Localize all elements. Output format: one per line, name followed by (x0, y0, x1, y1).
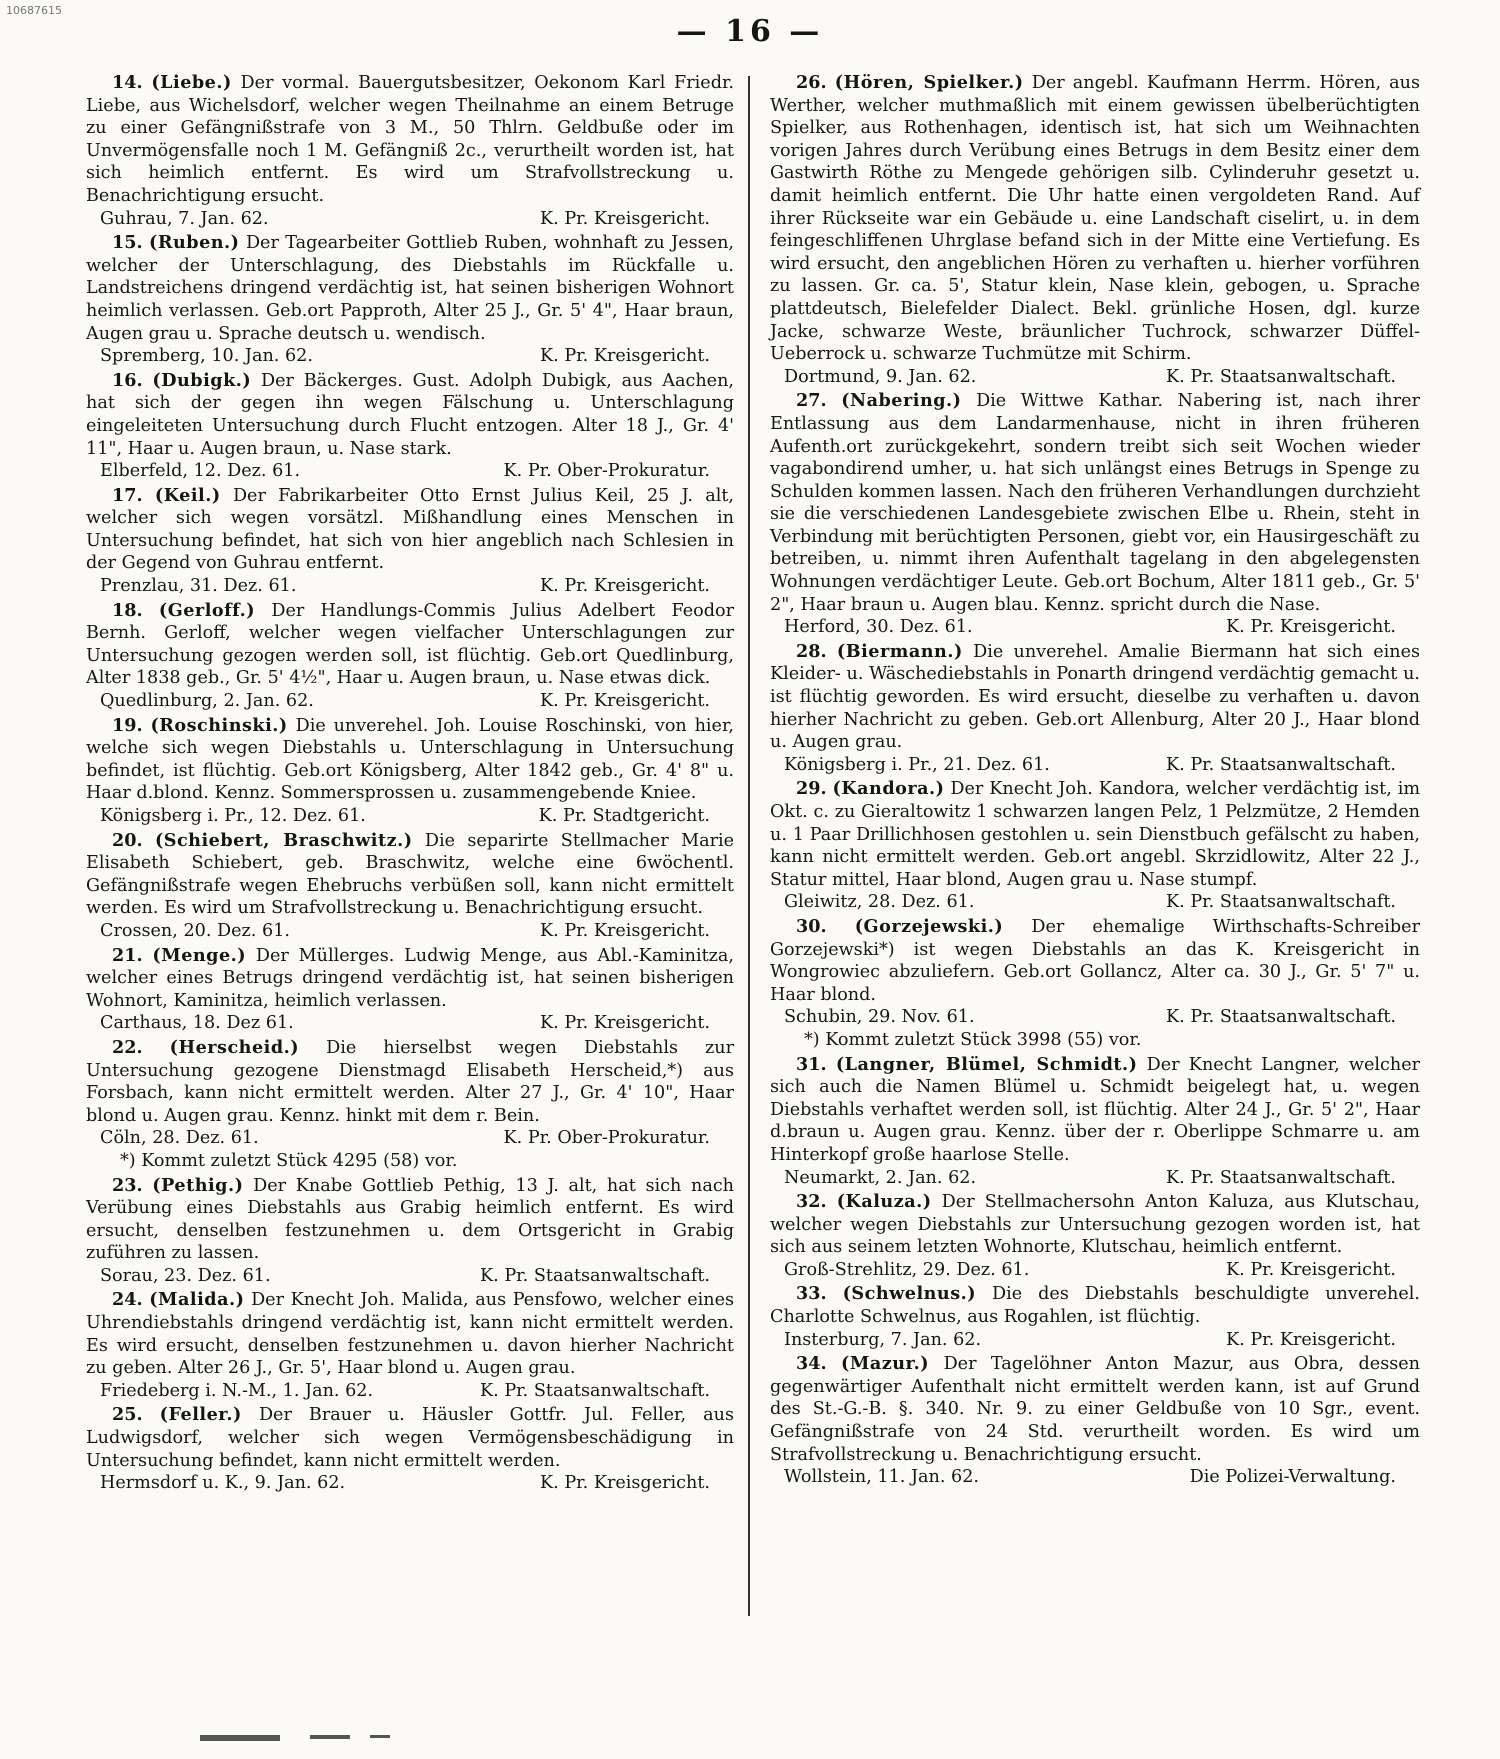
notice-place-date: Neumarkt, 2. Jan. 62. (784, 1167, 977, 1188)
notice-body (86, 1289, 734, 1379)
notice-text: Der angebl. Kaufmann Herrm. Hören, aus Werther, welcher muthmaßlich mit einem gewissen übelberüchtigten Spielker, aus Rothenhagen, identisch ist, hat sich um Weihnachten vorigen Jahres durch Verübung eines Betrugs in dem Besitz einer dem Gastwirth Röthe zu Mengede gehörigen silb. Cylinderuhr gesetzt u. damit heimlich entfernt. Die Uhr hatte einen vergoldeten Rand. Auf ihrer Rückseite war ein Gebäude u. eine Landschaft ciselirt, u. in dem feingeschliffenen Uhrglase befand sich in der Mitte eine Vertiefung. Es wird ersucht, den angeblichen Hören zu verhaften u. hierher vorführen zu lassen. Gr. ca. 5', Statur klein, Nase klein, gebogen, u. Sprache plattdeutsch, Bielefelder Dialect. Bekl. grünliche Hosen, dgl. kurze Jacke, schwarze Weste, bräunlicher Tuchrock, schwarzer Düffel-Ueberrock u. schwarze Tuchmütze mit Schirm. (770, 73, 1421, 365)
notice-place-date: Spremberg, 10. Jan. 62. (100, 346, 313, 367)
notice-text: Der vormal. Bauergutsbesitzer, Oekonom Karl Friedr. Liebe, aus Wichelsdorf, welcher wegen Theilnahme an einem Betruge zu einer Gefängnißstrafe von 3 M., 50 Thlrn. Geldbuße oder im Unvermögensfalle noch 1 M. Gefängniß 2c., verurtheilt worden ist, hat sich heimlich entfernt. Es wird um Strafvollstreckung u. Benachrichtigung ersucht. (86, 73, 735, 206)
notice-text: Der Handlungs-Commis Julius Adelbert Feodor Bernh. Gerloff, welcher wegen vielfacher Unterschlagungen zur Untersuchung gezogen werden soll, ist flüchtig. Geb.ort Quedlinburg, Alter 1838 geb., Gr. 5' 4½", Haar u. Augen braun, u. Nase etwas dick. (86, 600, 735, 689)
notice-text: Der Bäckerges. Gust. Adolph Dubigk, aus Aachen, hat sich der gegen ihn wegen Fälschung u. Unterschlagung eingeleiteten Untersuchung durch Flucht entzogen. Alter 18 J., Gr. 4' 11", Haar u. Augen braun, u. Nase stark. (86, 370, 734, 459)
notice-authority: K. Pr. Kreisgericht. (1225, 1329, 1396, 1350)
notice-number: 15. (112, 232, 143, 254)
notice-signature (86, 1472, 734, 1495)
notice-number: 30. (796, 915, 827, 937)
notice-text: Der Stellmachersohn Anton Kaluza, aus Klutschau, welcher wegen Diebstahls zur Untersuchung gezogen worden ist, hat sich aus seinem letzten Wohnorte, Klutschau, heimlich entfernt. (770, 1192, 1421, 1258)
scan-id: 10687615 (6, 4, 62, 17)
notice-authority: K. Pr. Kreisgericht. (539, 208, 710, 229)
notice-entry (770, 641, 1420, 777)
notice-place-date: Hermsdorf u. K., 9. Jan. 62. (100, 1473, 346, 1494)
notice-place-date: Guhrau, 7. Jan. 62. (100, 208, 269, 229)
notice-entry (86, 830, 734, 943)
notice-name: (Gerloff.) (158, 599, 256, 621)
notice-name: (Feller.) (159, 1404, 242, 1426)
notice-number: 18. (112, 599, 143, 621)
notice-entry (770, 390, 1420, 639)
notice-authority: K. Pr. Kreisgericht. (539, 920, 710, 941)
notice-text: Der Fabrikarbeiter Otto Ernst Julius Keil, 25 J. alt, welcher sich wegen vorsätzl. Mißhandlung eines Menschen in Untersuchung befindet, hat sich von hier angeblich nach Schlesien in der Gegend von Guhrau entfernt. (86, 485, 735, 574)
scan-artifacts (200, 1735, 1300, 1745)
notice-text: Die unverehel. Joh. Louise Roschinski, von hier, welche sich wegen Diebstahls u. Unterschlagung in Untersuchung befindet, ist flüchtig. Geb.ort Königsberg, Alter 1842 geb., Gr. 4' 8" u. Haar d.blond. Kennz. Sommersprossen u. zusammengebende Kniee. (86, 715, 735, 804)
notice-authority: K. Pr. Kreisgericht. (1225, 1259, 1396, 1280)
notice-name: (Pethig.) (152, 1174, 244, 1196)
notice-text: Die separirte Stellmacher Marie Elisabeth Schiebert, geb. Braschwitz, welche eine 6wöchentl. Gefängnißstrafe wegen Ehebruchs verbüßen soll, kann nicht ermittelt werden. Es wird um Strafvollstreckung u. Benachrichtigung ersucht. (86, 830, 735, 919)
notice-number: 31. (796, 1053, 827, 1075)
notice-place-date: Herford, 30. Dez. 61. (784, 617, 973, 638)
notice-text: Der Müllerges. Ludwig Menge, aus Abl.-Kaminitza, welcher eines Betrugs dringend verdächtig ist, hat seinen bisherigen Wohnort, Kaminitza, heimlich verlassen. (86, 945, 734, 1011)
notice-number: 34. (796, 1353, 827, 1375)
notice-authority: K. Pr. Kreisgericht. (539, 346, 710, 367)
notice-body (86, 945, 734, 1013)
notice-number: 22. (112, 1036, 143, 1058)
notice-number: 14. (112, 72, 143, 93)
notice-authority: K. Pr. Staatsanwaltschaft. (1166, 754, 1396, 775)
notice-place-date: Quedlinburg, 2. Jan. 62. (100, 691, 314, 712)
left-column (86, 72, 734, 1497)
notice-entry (770, 1191, 1420, 1281)
notice-authority: K. Pr. Kreisgericht. (539, 1473, 710, 1494)
notice-text: Der Knecht Joh. Kandora, welcher verdächtig ist, im Okt. c. zu Gieraltowitz 1 schwarzen langen Pelz, 1 Pelzmütze, 2 Hemden u. 1 Paar Drillichhosen gestohlen u. sein Dienstbuch gefälscht zu haben, kann nicht ermittelt werden. Geb.ort angebl. Skrzidlowitz, Alter 22 J., Statur mittel, Haar blond, Augen grau u. Nase stumpf. (770, 779, 1421, 890)
notice-name: (Liebe.) (151, 72, 232, 93)
notice-name: (Biermann.) (836, 640, 963, 662)
notice-signature (770, 754, 1420, 777)
notice-footnote: *) Kommt zuletzt Stück 4295 (58) vor. (120, 1150, 458, 1171)
notice-signature (86, 1012, 734, 1035)
notice-text: Der Knecht Joh. Malida, aus Pensfowo, welcher eines Uhrendiebstahls dringend verdächtig ist, kann nicht ermittelt werden. Es wird ersucht, denselben festzunehmen u. davon hierher Nachricht zu geben. Alter 26 J., Gr. 5', Haar blond u. Augen grau. (86, 1290, 735, 1379)
notice-signature (770, 616, 1420, 639)
notice-place-date: Königsberg i. Pr., 12. Dez. 61. (100, 806, 366, 826)
notice-place-date: Elberfeld, 12. Dez. 61. (100, 461, 301, 482)
notice-signature (86, 460, 734, 483)
notice-place-date: Gleiwitz, 28. Dez. 61. (784, 892, 975, 913)
notice-text: Der Brauer u. Häusler Gottfr. Jul. Feller, aus Ludwigsdorf, welcher sich wegen Vermögensbeschädigung in Untersuchung befindet, kann nicht ermittelt werden. (86, 1405, 735, 1471)
notice-signature (86, 920, 734, 943)
notice-number: 28. (796, 640, 827, 662)
notice-name: (Schiebert, Braschwitz.) (154, 829, 413, 851)
notice-body (86, 715, 734, 805)
notice-signature (86, 1265, 734, 1288)
notice-text: Der Knecht Langner, welcher sich auch die Namen Blümel u. Schmidt beigelegt hat, u. wegen Diebstahls verhaftet werden soll, ist flüchtig. Alter 24 J., Gr. 5' 2", Haar d.braun u. Augen grau. Kennz. über der r. Oberlippe Schmarre u. am Hinterkopf große haarlose Stelle. (770, 1054, 1421, 1165)
notice-entry (86, 72, 734, 230)
notice-name: (Nabering.) (841, 390, 962, 412)
notice-authority: K. Pr. Staatsanwaltschaft. (1166, 366, 1396, 387)
notice-name: (Kaluza.) (836, 1191, 932, 1213)
notice-authority: K. Pr. Kreisgericht. (539, 691, 710, 712)
notice-entry (86, 1289, 734, 1402)
notice-body (770, 641, 1420, 754)
notice-body (86, 485, 734, 575)
notice-authority: K. Pr. Staatsanwaltschaft. (480, 1265, 710, 1286)
notice-number: 32. (796, 1191, 827, 1213)
notice-place-date: Schubin, 29. Nov. 61. (784, 1007, 975, 1028)
notice-text: Die Wittwe Kathar. Nabering ist, nach ihrer Entlassung aus dem Landarmenhause, nicht in ihren früheren Aufenth.ort zurückgekehrt, sondern treibt sich seit Wochen wieder vagabondirend umher, u. hat sich unlängst eines Betrugs in Spenge zu Schulden kommen lassen. Nach den früheren Verhandlungen durchzieht sie die verschiedenen Landesgebiete zwischen Elbe u. Rhein, steht in Verbindung mit berüchtigten Personen, giebt vor, ein Hausirgeschäft zu betreiben, u. nimmt ihren Aufenthalt tagelang in den abgelegensten Wohnungen verdächtiger Leute. Geb.ort Bochum, Alter 1811 geb., Gr. 5' 2", Haar braun u. Augen blau. Kennz. spricht durch die Nase. (770, 391, 1420, 615)
notice-body (86, 600, 734, 690)
notice-name: (Mazur.) (841, 1353, 930, 1375)
notice-authority: K. Pr. Kreisgericht. (539, 576, 710, 597)
notice-body (770, 390, 1420, 616)
notice-name: (Schwelnus.) (842, 1283, 977, 1305)
notice-body (770, 916, 1420, 1006)
notice-number: 23. (112, 1174, 143, 1196)
notice-authority: K. Pr. Staatsanwaltschaft. (1166, 892, 1396, 913)
notice-signature (770, 1466, 1420, 1489)
notice-place-date: Cöln, 28. Dez. 61. (100, 1128, 259, 1149)
notice-authority: K. Pr. Stadtgericht. (538, 806, 710, 826)
notice-name: (Herscheid.) (169, 1036, 300, 1058)
notice-entry (86, 600, 734, 713)
right-column (770, 72, 1420, 1491)
notice-signature (86, 575, 734, 598)
notice-footnote: *) Kommt zuletzt Stück 3998 (55) vor. (804, 1029, 1142, 1050)
notice-authority: K. Pr. Kreisgericht. (539, 1013, 710, 1034)
notice-signature (770, 1167, 1420, 1190)
notice-entry (86, 232, 734, 368)
notice-place-date: Wollstein, 11. Jan. 62. (784, 1467, 979, 1488)
notice-place-date: Königsberg i. Pr., 21. Dez. 61. (784, 754, 1050, 775)
notice-body (86, 1037, 734, 1127)
notice-entry (86, 485, 734, 598)
notice-body (770, 1353, 1420, 1466)
notice-body (770, 1283, 1420, 1328)
notice-body (770, 1054, 1420, 1167)
notice-authority: K. Pr. Staatsanwaltschaft. (1166, 1007, 1396, 1028)
notice-entry (770, 72, 1420, 388)
notice-name: (Roschinski.) (150, 714, 288, 736)
notice-place-date: Crossen, 20. Dez. 61. (100, 920, 290, 941)
notice-number: 16. (112, 369, 143, 391)
notice-authority: K. Pr. Ober-Prokuratur. (503, 461, 710, 482)
notice-place-date: Carthaus, 18. Dez 61. (100, 1013, 294, 1034)
notice-entry (770, 916, 1420, 1052)
notice-place-date: Friedeberg i. N.-M., 1. Jan. 62. (100, 1380, 374, 1401)
notice-entry (770, 778, 1420, 914)
notice-name: (Keil.) (154, 484, 221, 506)
notice-text: Der Tagelöhner Anton Mazur, aus Obra, dessen gegenwärtiger Aufenthalt nicht ermittelt werden kann, ist auf Grund des St.-G.-B. §. 340. Nr. 9. zu einer Geldbuße von 10 Sgr., event. Gefängnißstrafe von 24 Std. verurtheilt worden. Es wird um Strafvollstreckung u. Benachrichtigung ersucht. (770, 1354, 1421, 1465)
notice-authority: K. Pr. Ober-Prokuratur. (503, 1128, 710, 1149)
notice-number: 19. (112, 714, 143, 736)
notice-authority: K. Pr. Staatsanwaltschaft. (1166, 1167, 1396, 1188)
notice-signature (86, 1380, 734, 1403)
notice-text: Der ehemalige Wirthschafts-Schreiber Gorzejewski*) ist wegen Diebstahls an das K. Kreisgericht in Wongrowiec abzuliefern. Geb.ort Gollancz, Alter ca. 30 J., Gr. 5' 7" u. Haar blond. (770, 916, 1421, 1005)
notice-body (86, 1404, 734, 1472)
notice-body (770, 1191, 1420, 1259)
notice-entry (770, 1353, 1420, 1489)
notice-name: (Menge.) (152, 944, 247, 966)
notice-body (770, 72, 1420, 366)
notice-entry (770, 1283, 1420, 1351)
notice-body (86, 232, 734, 345)
notice-number: 20. (112, 829, 143, 851)
notice-signature (86, 208, 734, 231)
notice-entry (770, 1054, 1420, 1190)
notice-number: 26. (796, 72, 827, 93)
notice-name: (Gorzejewski.) (854, 915, 1004, 937)
notice-text: Der Tagearbeiter Gottlieb Ruben, wohnhaft zu Jessen, welcher der Unterschlagung, des Diebstahls im Rückfalle u. Landstreichens dringend verdächtig ist, hat seinen bisherigen Wohnort heimlich verlassen. Geb.ort Papproth, Alter 25 J., Gr. 5' 4", Haar braun, Augen grau u. Sprache deutsch u. wendisch. (86, 233, 735, 344)
notice-number: 33. (796, 1283, 827, 1305)
notice-signature (86, 690, 734, 713)
notice-number: 29. (796, 778, 827, 800)
notice-name: (Malida.) (149, 1289, 245, 1311)
notice-entry (86, 715, 734, 828)
notice-text: Die hierselbst wegen Diebstahls zur Untersuchung gezogene Dienstmagd Elisabeth Herscheid,*) aus Forsbach, kann nicht ermittelt werden. Alter 27 J., Gr. 4' 10", Haar blond u. Augen grau. Kennz. hinkt mit dem r. Bein. (86, 1037, 735, 1126)
notice-signature (770, 366, 1420, 389)
notice-entry (86, 1404, 734, 1494)
notice-signature (86, 805, 734, 828)
notice-entry (86, 945, 734, 1035)
notice-number: 25. (112, 1404, 143, 1426)
notice-body (86, 370, 734, 460)
notice-place-date: Sorau, 23. Dez. 61. (100, 1265, 271, 1286)
notice-place-date: Dortmund, 9. Jan. 62. (784, 366, 977, 387)
page-number: — 16 — (676, 14, 824, 49)
notice-body (770, 778, 1420, 891)
notice-body (86, 72, 734, 208)
notice-name: (Dubigk.) (152, 369, 252, 391)
notice-entry (86, 1175, 734, 1288)
notice-number: 21. (112, 944, 143, 966)
notice-name: (Kandora.) (832, 778, 945, 800)
notice-signature (770, 1329, 1420, 1352)
notice-text: Die des Diebstahls beschuldigte unverehel. Charlotte Schwelnus, aus Rogahlen, ist flüchtig. (770, 1284, 1421, 1328)
notice-signature (86, 1127, 734, 1150)
notice-number: 17. (112, 484, 143, 506)
notice-signature (770, 891, 1420, 914)
notice-signature (770, 1259, 1420, 1282)
notice-place-date: Groß-Strehlitz, 29. Dez. 61. (784, 1259, 1030, 1280)
notice-place-date: Prenzlau, 31. Dez. 61. (100, 576, 297, 597)
notice-authority: K. Pr. Kreisgericht. (1225, 617, 1396, 638)
notice-place-date: Insterburg, 7. Jan. 62. (784, 1329, 982, 1350)
notice-name: (Ruben.) (149, 232, 240, 254)
notice-entry (86, 370, 734, 483)
notice-authority: K. Pr. Staatsanwaltschaft. (480, 1380, 710, 1401)
column-divider (748, 76, 750, 1616)
notice-authority: Die Polizei-Verwaltung. (1189, 1467, 1396, 1488)
notice-text: Die unverehel. Amalie Biermann hat sich eines Kleider- u. Wäschediebstahls in Ponarth dringend verdächtig gemacht u. ist flüchtig geworden. Es wird ersucht, dieselbe zu verhaften u. davon hierher Nachricht zu geben. Geb.ort Allenburg, Alter 20 J., Haar blond u. Augen grau. (770, 641, 1421, 753)
notice-signature (770, 1006, 1420, 1029)
notice-signature (86, 345, 734, 368)
notice-number: 27. (796, 390, 827, 412)
notice-name: (Langner, Blümel, Schmidt.) (835, 1053, 1138, 1075)
notice-name: (Hören, Spielker.) (834, 72, 1024, 93)
notice-body (86, 1175, 734, 1265)
notice-entry (86, 1037, 734, 1173)
notice-number: 24. (112, 1289, 143, 1311)
notice-text: Der Knabe Gottlieb Pethig, 13 J. alt, hat sich nach Verübung eines Diebstahls aus Grabig heimlich entfernt. Es wird ersucht, denselben festzunehmen u. dem Ortsgericht in Grabig zuführen zu lassen. (86, 1175, 735, 1264)
notice-body (86, 830, 734, 920)
